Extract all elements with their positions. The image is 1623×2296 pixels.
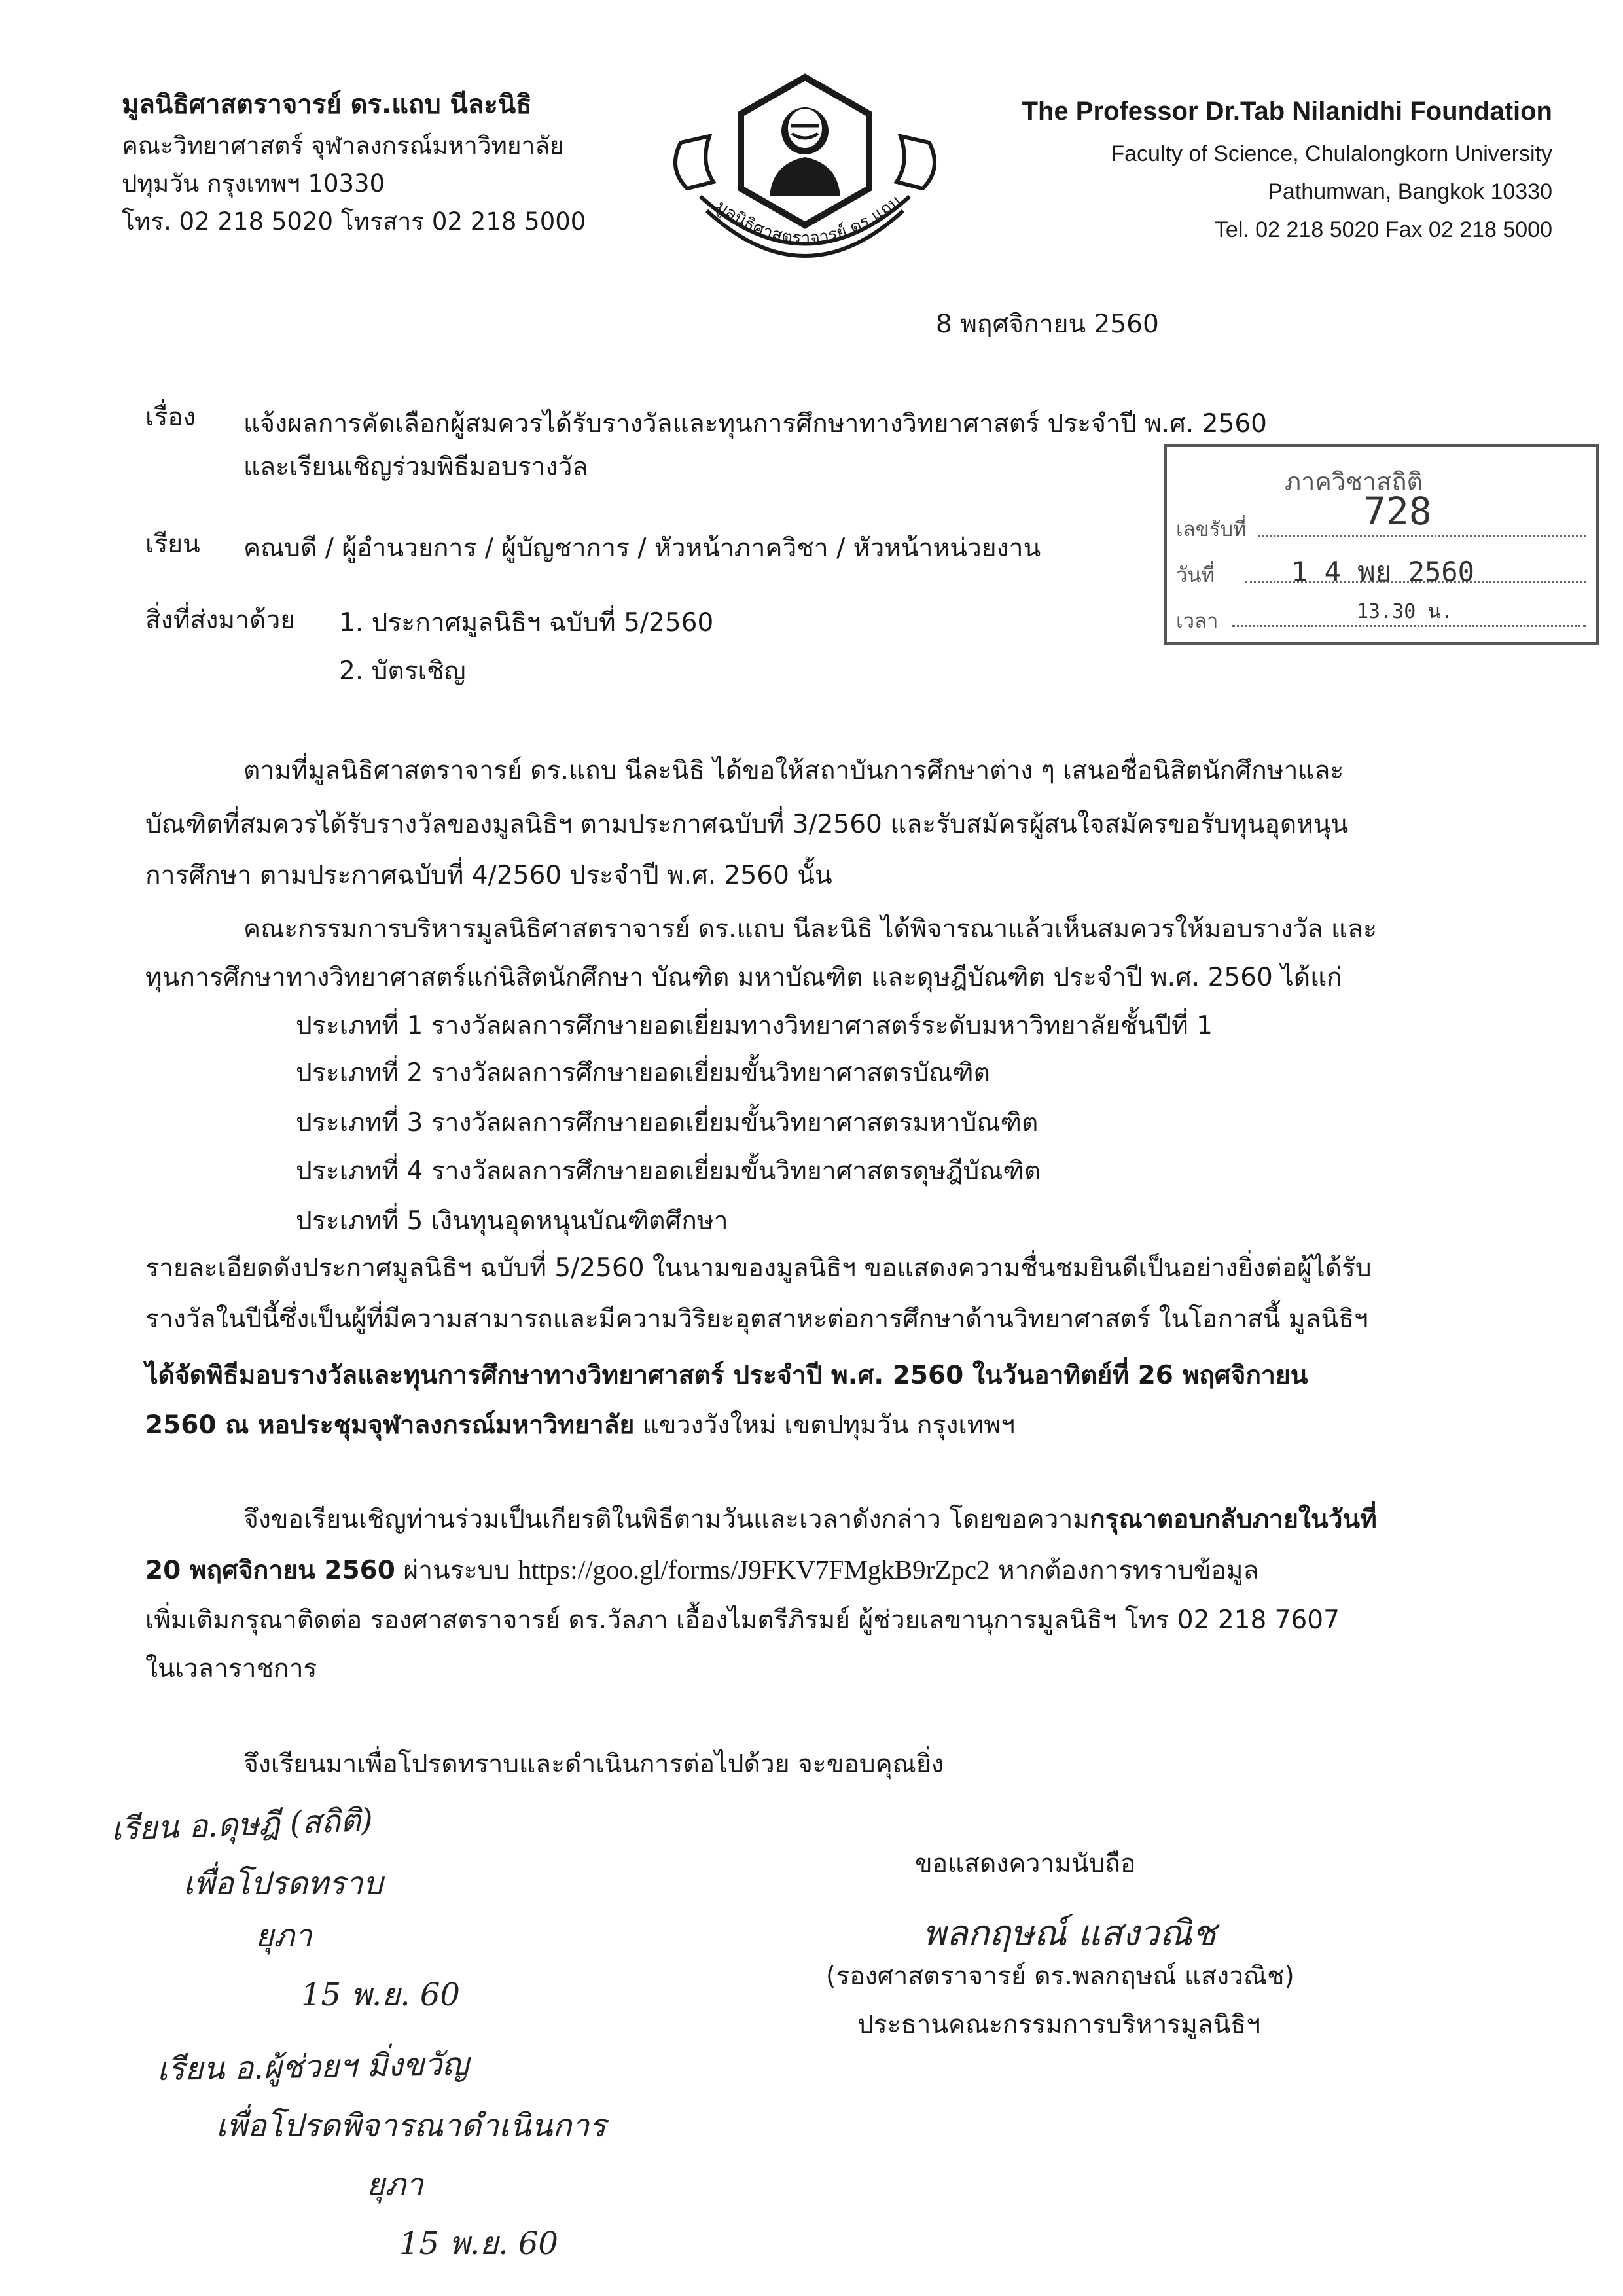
handwritten-note-1-line-2: เพื่อโปรดทราบ [183,1865,383,1902]
ceremony-location: แขวงวังใหม่ เขตปทุมวัน กรุงเทพฯ [634,1410,1016,1440]
para2-line-1: คณะกรรมการบริหารมูลนิธิศาสตราจารย์ ดร.แถบ นีละนิธิ ได้พิจารณาแล้วเห็นสมควรให้มอบรางวัล และ [243,914,1377,944]
enclosure-item-1: 1. ประกาศมูลนิธิฯ ฉบับที่ 5/2560 [339,608,714,637]
seal-logo-icon [661,65,949,288]
category-5: ประเภทที่ 5 เงินทุนอุดหนุนบัณฑิตศึกษา [296,1206,728,1236]
signer-name: (รองศาสตราจารย์ ดร.พลกฤษณ์ แสงวณิช) [826,1962,1294,1991]
reply-deadline: 20 พฤศจิกายน 2560 [145,1556,395,1585]
category-3: ประเภทที่ 3 รางวัลผลการศึกษายอดเยี่ยมขั้นวิทยาศาสตรมหาบัณฑิต [296,1108,1039,1138]
faculty-english: Faculty of Science, Chulalongkorn University [1111,141,1552,166]
signature-handwriting: พลกฤษณ์ แสงวณิช [923,1912,1217,1954]
regards: ขอแสดงความนับถือ [915,1849,1136,1878]
stamp-time: 13.30 น. [1357,600,1453,623]
handwritten-note-1-line-4: 15 พ.ย. 60 [301,1977,460,2013]
stamp-date: 1 4 พย 2560 [1291,556,1474,588]
para4-info-text: หากต้องการทราบข้อมูล [990,1556,1259,1585]
foundation-name-thai: มูลนิธิศาสตราจารย์ ดร.แถบ นีละนิธิ [122,90,532,120]
para4-invite-text: จึงขอเรียนเชิญท่านร่วมเป็นเกียรติในพิธีตามวันและเวลาดังกล่าว โดยขอความ [243,1505,1090,1534]
rsvp-form-link[interactable]: https://goo.gl/forms/J9FKV7FMgkB9rZpc2 [518,1554,990,1585]
enclosure-label: สิ่งที่ส่งมาด้วย [145,605,296,635]
para4-via-text: ผ่านระบบ [395,1556,518,1585]
category-4: ประเภทที่ 4 รางวัลผลการศึกษายอดเยี่ยมขั้นวิทยาศาสตรดุษฎีบัณฑิต [296,1157,1041,1186]
stamp-number-label: เลขรับที่ [1176,518,1247,541]
closing-line: จึงเรียนมาเพื่อโปรดทราบและดำเนินการต่อไปด้วย จะขอบคุณยิ่ง [243,1749,944,1779]
phone-english: Tel. 02 218 5020 Fax 02 218 5000 [1214,217,1552,242]
enclosure-item-2: 2. บัตรเชิญ [339,656,466,686]
signer-title: ประธานคณะกรรมการบริหารมูลนิธิฯ [857,2010,1261,2039]
stamp-time-label: เวลา [1176,609,1219,633]
para3-line-3: ได้จัดพิธีมอบรางวัลและทุนการศึกษาทางวิทยาศาสตร์ ประจำปี พ.ศ. 2560 ในวันอาทิตย์ที่ 26 พฤศจิกายน [145,1361,1308,1390]
handwritten-note-2-line-1: เรียน อ.ผู้ช่วยฯ มิ่งขวัญ [156,2045,469,2089]
faculty-thai: คณะวิทยาศาสตร์ จุฬาลงกรณ์มหาวิทยาลัย [122,132,564,160]
handwritten-note-2-line-4: 15 พ.ย. 60 [399,2225,558,2262]
para1-line-1: ตามที่มูลนิธิศาสตราจารย์ ดร.แถบ นีละนิธิ ได้ขอให้สถาบันการศึกษาต่าง ๆ เสนอชื่อนิสิตนักศึกษาและ [243,756,1344,785]
stamp-date-label: วันที่ [1176,564,1215,587]
phone-thai: โทร. 02 218 5020 โทรสาร 02 218 5000 [122,207,586,236]
foundation-name-english: The Professor Dr.Tab Nilanidhi Foundation [1022,97,1552,126]
stamp-department: ภาควิชาสถิติ [1285,467,1423,496]
para3-line-4 [145,1412,1015,1438]
para1-line-2: บัณฑิตที่สมควรได้รับรางวัลของมูลนิธิฯ ตามประกาศฉบับที่ 3/2560 และรับสมัครผู้สนใจสมัครขอรับทุนอุดหนุน [145,810,1349,839]
handwritten-note-1-line-1: เรียน อ.ดุษฎี (สถิติ) [111,1802,374,1848]
handwritten-note-2-line-3: ยุภา [366,2166,423,2203]
subject-line-1: แจ้งผลการคัดเลือกผู้สมควรได้รับรางวัลและทุนการศึกษาทางวิทยาศาสตร์ ประจำปี พ.ศ. 2560 [243,409,1267,439]
para1-line-3: การศึกษา ตามประกาศฉบับที่ 4/2560 ประจำปี พ.ศ. 2560 นั้น [145,861,832,890]
category-1: ประเภทที่ 1 รางวัลผลการศึกษายอดเยี่ยมทางวิทยาศาสตร์ระดับมหาวิทยาลัยชั้นปีที่ 1 [296,1011,1213,1041]
received-stamp [1164,444,1599,645]
subject-label: เรื่อง [145,403,196,432]
para4-line-1 [243,1507,1377,1532]
para4-line-2 [145,1556,1258,1583]
handwritten-note-1-line-3: ยุภา [255,1918,312,1954]
stamp-number: 728 [1363,489,1432,533]
ceremony-venue: 2560 ณ หอประชุมจุฬาลงกรณ์มหาวิทยาลัย [145,1410,635,1440]
letter-date: 8 พฤศจิกายน 2560 [936,310,1159,339]
para4-line-3: เพิ่มเติมกรุณาติดต่อ รองศาสตราจารย์ ดร.วัลภา เอื้องไมตรีภิรมย์ ผู้ช่วยเลขานุการมูลนิธิฯ โทร 02 218 7607 [145,1605,1340,1635]
para3-line-2: รางวัลในปีนี้ซึ่งเป็นผู้ที่มีความสามารถและมีความวิริยะอุตสาหะต่อการศึกษาด้านวิทยาศาสตร์ ในโอกาสนี้ มูลนิธิฯ [145,1304,1368,1334]
para4-reply-request: กรุณาตอบกลับภายในวันที่ [1090,1505,1377,1534]
para4-line-4: ในเวลาราชการ [145,1654,317,1683]
to-label: เรียน [145,529,200,559]
category-2: ประเภทที่ 2 รางวัลผลการศึกษายอดเยี่ยมขั้นวิทยาศาสตรบัณฑิต [296,1058,990,1088]
address-thai: ปทุมวัน กรุงเทพฯ 10330 [122,170,385,198]
foundation-seal [661,65,949,288]
subject-line-2: และเรียนเชิญร่วมพิธีมอบรางวัล [243,452,588,482]
address-english: Pathumwan, Bangkok 10330 [1268,179,1552,204]
para2-line-2: ทุนการศึกษาทางวิทยาศาสตร์แก่นิสิตนักศึกษา บัณฑิต มหาบัณฑิต และดุษฎีบัณฑิต ประจำปี พ.ศ. 2560 ได้แก่ [145,963,1342,992]
para3-line-1: รายละเอียดดังประกาศมูลนิธิฯ ฉบับที่ 5/2560 ในนามของมูลนิธิฯ ขอแสดงความชื่นชมยินดีเป็นอย่างยิ่งต่อผู้ได้รับ [145,1253,1372,1283]
seal-text: มูลนิธิศาสตราจารย์ ดร.แถบ [711,191,905,249]
handwritten-note-2-line-2: เพื่อโปรดพิจารณาดำเนินการ [216,2108,607,2144]
to-recipients: คณบดี / ผู้อำนวยการ / ผู้บัญชาการ / หัวหน้าภาควิชา / หัวหน้าหน่วยงาน [243,533,1041,563]
